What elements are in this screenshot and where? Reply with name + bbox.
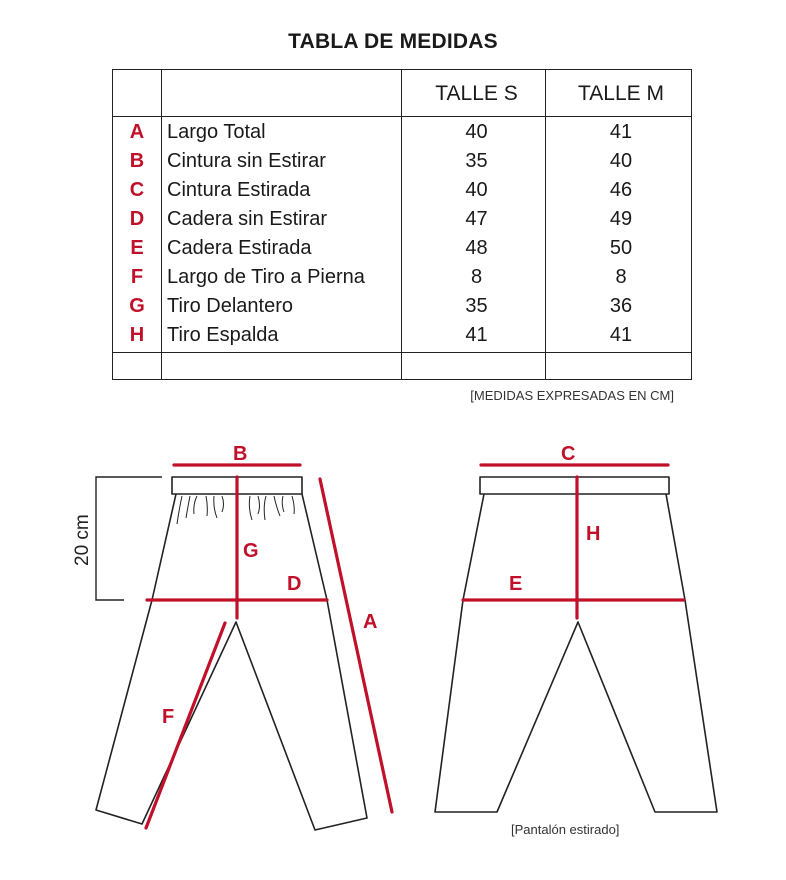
row-value-m: 46 xyxy=(609,179,633,201)
label-d: D xyxy=(287,573,302,595)
row-name: Cadera sin Estirar xyxy=(167,208,328,230)
row-letter: F xyxy=(130,266,144,288)
row-value-m: 36 xyxy=(609,295,633,317)
measure-line-f xyxy=(146,623,225,828)
row-letter: A xyxy=(129,121,145,143)
label-e: E xyxy=(509,573,523,595)
row-value-m: 41 xyxy=(609,324,633,346)
row-value-m: 8 xyxy=(615,266,627,288)
row-value-s: 41 xyxy=(465,324,488,346)
row-name: Cintura Estirada xyxy=(167,179,311,201)
dimension-label: 20 cm xyxy=(72,514,93,566)
row-value-s: 35 xyxy=(465,295,488,317)
stretched-measure-lines xyxy=(463,465,684,618)
row-value-m: 50 xyxy=(609,237,633,259)
rise-dimension-bracket xyxy=(96,477,162,600)
row-name: Cintura sin Estirar xyxy=(167,150,326,172)
label-c: C xyxy=(561,443,576,465)
waistband xyxy=(480,477,669,494)
row-value-s: 48 xyxy=(465,237,488,259)
row-letter: E xyxy=(130,237,144,259)
row-name: Tiro Espalda xyxy=(167,324,279,346)
row-letter: H xyxy=(129,324,145,346)
row-letter: C xyxy=(129,179,145,201)
row-name: Largo Total xyxy=(167,121,266,143)
row-name: Cadera Estirada xyxy=(167,237,312,259)
front-measure-lines xyxy=(146,465,392,828)
row-value-s: 47 xyxy=(465,208,488,230)
row-value-s: 40 xyxy=(465,121,488,143)
label-f: F xyxy=(162,706,175,728)
page-title: TABLA DE MEDIDAS xyxy=(288,30,498,53)
front-pants-outline xyxy=(96,477,367,830)
row-value-m: 49 xyxy=(609,208,633,230)
label-b: B xyxy=(233,443,248,465)
row-letter: B xyxy=(129,150,145,172)
row-name: Tiro Delantero xyxy=(167,295,293,317)
row-value-s: 40 xyxy=(465,179,488,201)
diagram-caption: [Pantalón estirado] xyxy=(511,822,620,837)
row-value-m: 40 xyxy=(609,150,633,172)
header-cell-talle-s: TALLE S xyxy=(435,82,518,105)
label-a: A xyxy=(363,611,378,633)
header-cell-talle-m: TALLE M xyxy=(578,82,664,105)
label-h: H xyxy=(586,523,601,545)
row-letter: D xyxy=(129,208,145,230)
label-g: G xyxy=(243,540,259,562)
units-note: [MEDIDAS EXPRESADAS EN CM] xyxy=(470,388,674,403)
row-name: Largo de Tiro a Pierna xyxy=(167,266,365,288)
row-letter: G xyxy=(129,295,145,317)
row-value-m: 41 xyxy=(609,121,633,143)
row-value-s: 8 xyxy=(470,266,483,288)
row-value-s: 35 xyxy=(465,150,488,172)
